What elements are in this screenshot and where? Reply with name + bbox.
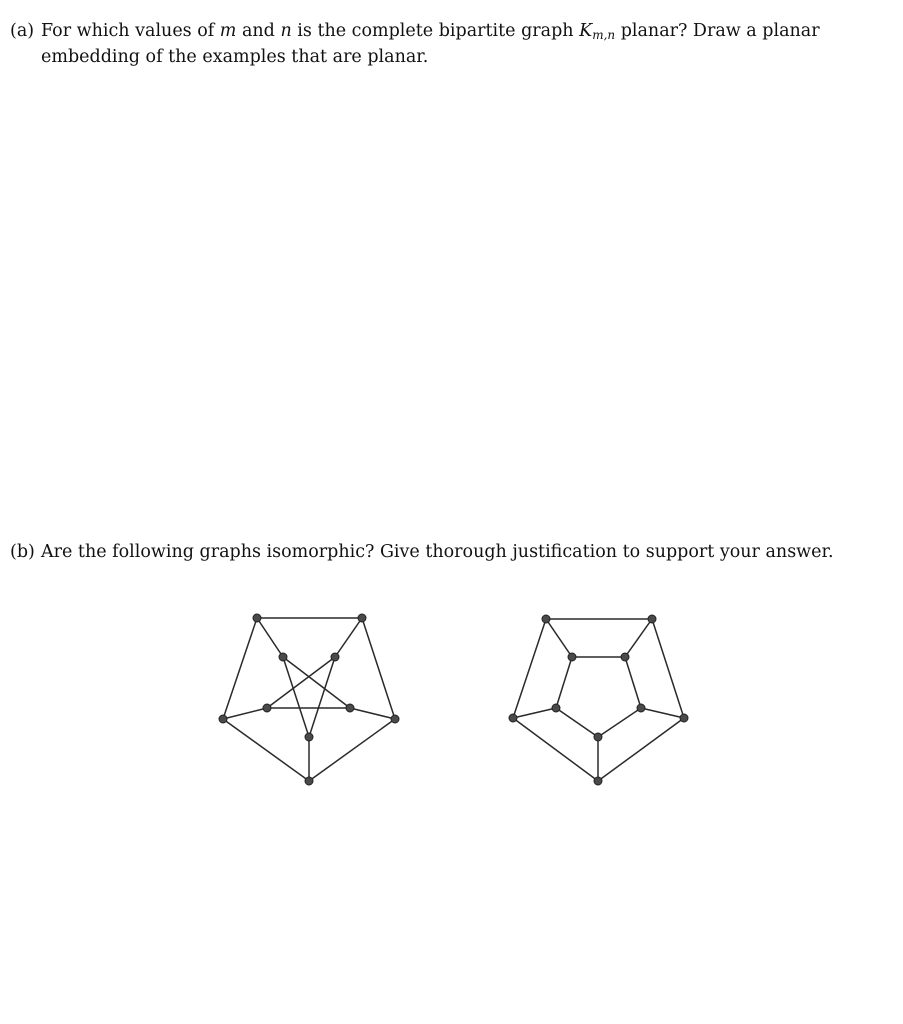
graph-vertex [552,704,560,712]
graph-edge [598,708,641,737]
graph-vertex [568,653,576,661]
math-n: n [280,21,292,41]
graph-edge [652,619,684,718]
graph-edge [556,657,572,708]
question-b-text: Are the following graphs isomorphic? Give thorough justification to support your answer. [41,542,834,562]
graph-edge [257,618,283,657]
graph-edge [335,618,362,657]
math-k: K [579,21,593,41]
graph-edge [362,618,395,719]
graph-vertex [542,615,550,623]
graph-vertex [391,715,399,723]
graph-vertex [305,777,313,785]
graph-edge [625,619,652,657]
graph-edge [556,708,598,737]
graph-vertex [358,614,366,622]
graph-vertex [219,715,227,723]
graph-vertex [305,733,313,741]
graph-vertex [346,704,354,712]
graph-edge [546,619,572,657]
graph-edge [283,657,309,737]
graph-2 [509,615,688,785]
graph-1-edges [223,618,395,781]
question-a-text-part: and [236,21,281,41]
graph-vertex [594,777,602,785]
question-a-text-part: planar? Draw a planar embedding of the examples that are planar. [41,21,820,67]
graph-vertex [621,653,629,661]
graph-edge [223,618,257,719]
question-a-text-part: is the complete bipartite graph [291,21,580,41]
graph-edge [625,657,641,708]
graph-edge [641,708,684,718]
graph-vertex [648,615,656,623]
graph-vertex [509,714,517,722]
graph-2-edges [513,619,684,781]
graph-edge [223,719,309,781]
graph-edge [513,708,556,718]
question-b-label: (b) [10,542,35,562]
graph-vertex [680,714,688,722]
graph-edge [309,719,395,781]
graph-vertex [253,614,261,622]
graph-vertex [263,704,271,712]
graph-edge [283,657,350,708]
math-m: m [219,21,237,41]
graph-edge [309,657,335,737]
graph-vertex [279,653,287,661]
graph-edge [513,619,546,718]
graph-vertex [637,704,645,712]
graph-vertex [594,733,602,741]
graph-edge [267,657,335,708]
graph-edge [223,708,267,719]
graph-edge [350,708,395,719]
question-a-label: (a) [10,21,35,41]
math-k-subscript: m,n [592,28,616,42]
graph-vertex [331,653,339,661]
question-a-text-part: For which values of [41,21,220,41]
